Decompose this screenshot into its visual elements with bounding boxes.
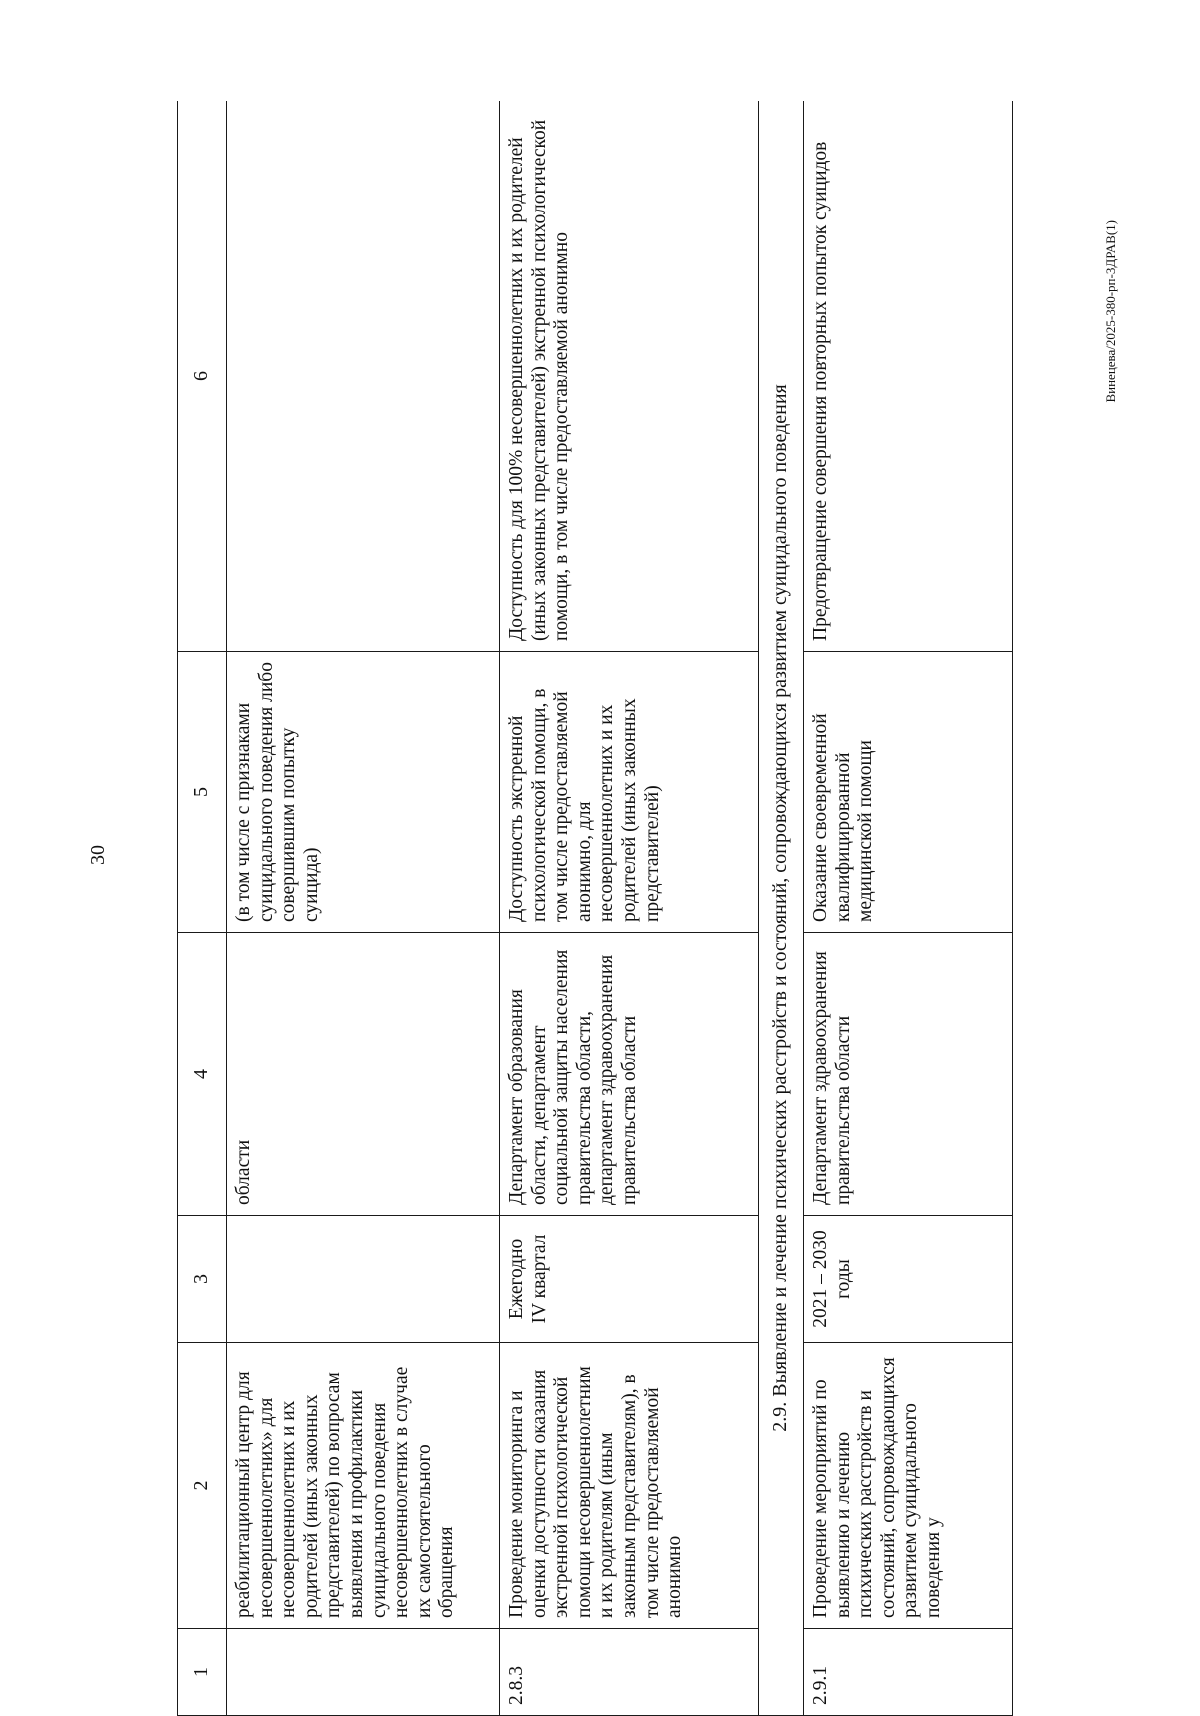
cell-number: 2.9.1 <box>804 1629 1013 1716</box>
cell-responsible: области <box>227 933 500 1216</box>
cell-number <box>227 1629 500 1716</box>
cell-responsible: Департамент здравоохранения правительства области <box>804 933 1013 1216</box>
cell-measure: реабилитационный центр для несовершеннолетних» для несовершеннолетних и их родителей (иных законных представителей) по вопросам выявления и профилактики суицидального поведения несовершеннолетних в случае их самостоятельного обращения <box>227 1343 500 1629</box>
section-row <box>759 101 804 1716</box>
column-header: 5 <box>178 652 227 933</box>
table-row <box>227 101 500 1716</box>
cell-deadline <box>227 1216 500 1343</box>
cell-expected-result: Доступность экстренной психологической помощи, в том числе предоставляемой анонимно, для несовершеннолетних и их родителей (иных законных представителей) <box>500 652 759 933</box>
cell-indicator <box>227 101 500 652</box>
footer-container <box>1096 220 1126 1500</box>
cell-measure: Проведение мониторинга и оценки доступности оказания экстренной психологической помощи несовершеннолетним и их родителям (иным законным представителям), в том числе предоставляемой анонимно <box>500 1343 759 1629</box>
rotated-table-frame <box>177 101 1071 1716</box>
cell-indicator: Доступность для 100% несовершеннолетних и их родителей (иных законных представителей) экстренной психологической помощи, в том числе предоставляемой анонимно <box>500 101 759 652</box>
cell-expected-result: (в том числе с признаками суицидального поведения либо совершившим попытку суицида) <box>227 652 500 933</box>
document-footer: Винецева/2025-380-рп-3ДРАВ(1) <box>1103 220 1118 403</box>
column-header: 6 <box>178 101 227 652</box>
cell-number: 2.8.3 <box>500 1629 759 1716</box>
column-header: 2 <box>178 1343 227 1629</box>
column-header: 1 <box>178 1629 227 1716</box>
cell-measure: Проведение мероприятий по выявлению и лечению психических расстройств и состояний, сопровождающихся развитием суицидального поведения у <box>804 1343 1013 1629</box>
column-header: 3 <box>178 1216 227 1343</box>
table-row <box>804 101 1013 1716</box>
cell-responsible: Департамент образования области, департамент социальной защиты населения правительства области, департамент здравоохранения правительства области <box>500 933 759 1216</box>
table-row <box>500 101 759 1716</box>
cell-indicator: Предотвращение совершения повторных попыток суицидов <box>804 101 1013 652</box>
column-header: 4 <box>178 933 227 1216</box>
table-header-row <box>178 101 227 1716</box>
rotated-table-container <box>177 101 1071 1716</box>
measures-table <box>177 101 1013 1716</box>
cell-deadline: Ежегодно IV квартал <box>500 1216 759 1343</box>
section-heading: 2.9. Выявление и лечение психических расстройств и состояний, сопровождающихся развитием суицидального поведения <box>759 101 804 1716</box>
page-number: 30 <box>87 845 109 865</box>
cell-deadline: 2021 – 2030 годы <box>804 1216 1013 1343</box>
cell-expected-result: Оказание своевременной квалифицированной медицинской помощи <box>804 652 1013 933</box>
